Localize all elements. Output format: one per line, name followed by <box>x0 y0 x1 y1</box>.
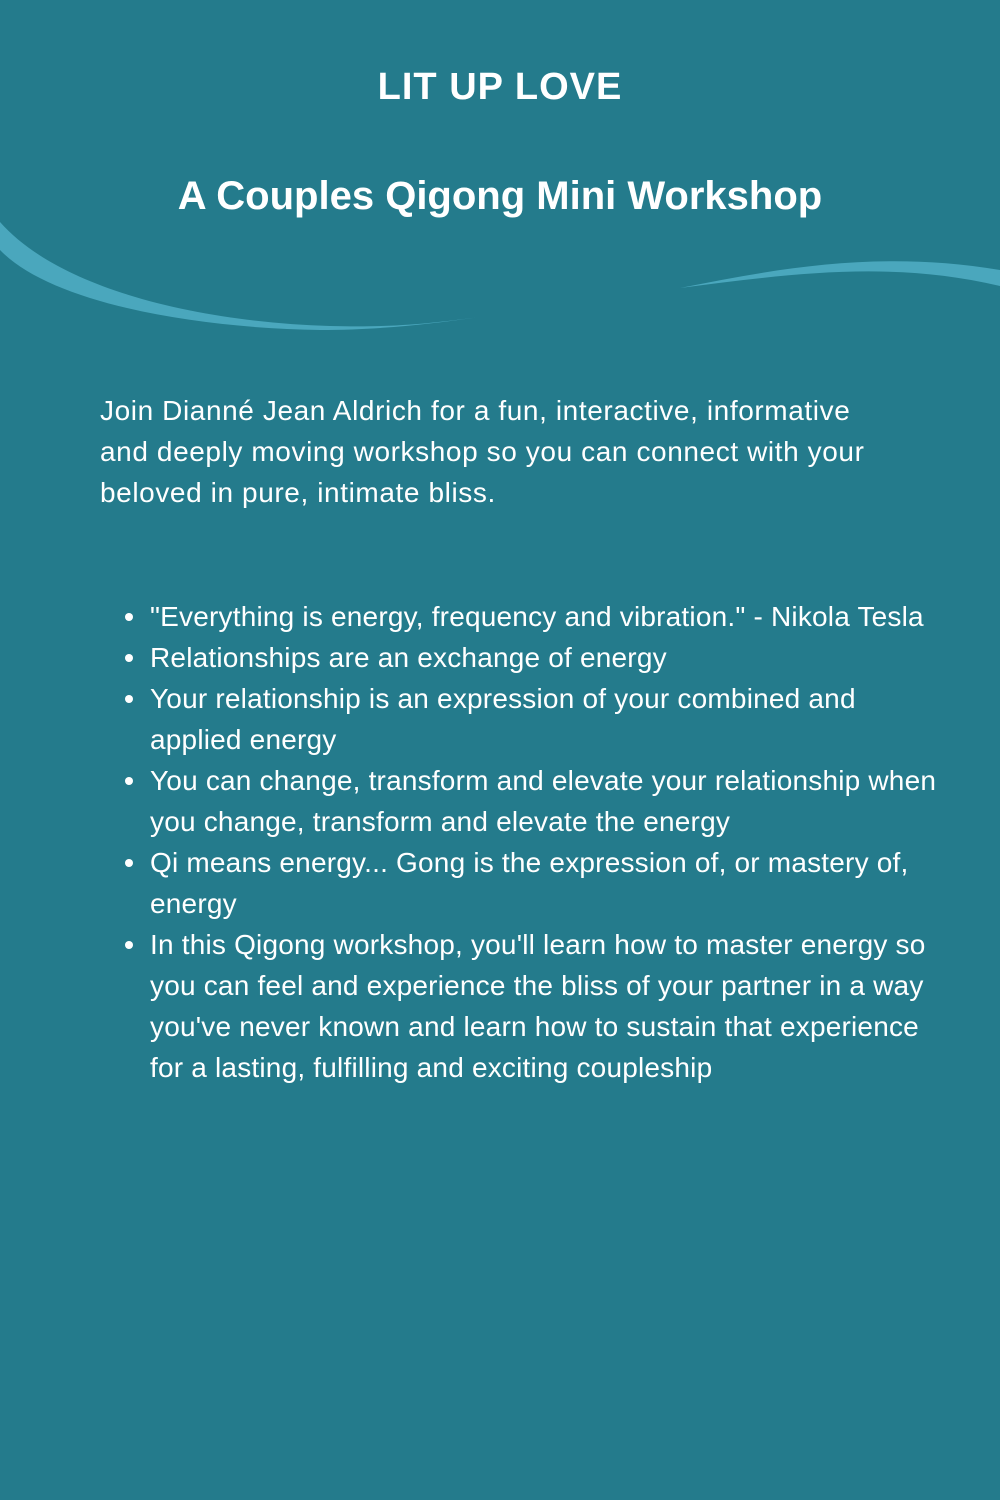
bullet-dot-icon <box>125 613 133 621</box>
bullet-text: "Everything is energy, frequency and vibration." - Nikola Tesla <box>150 601 924 632</box>
page-subtitle: A Couples Qigong Mini Workshop <box>177 174 823 218</box>
bullet-item <box>150 760 950 842</box>
page-title: LIT UP LOVE <box>377 66 623 108</box>
bullet-dot-icon <box>125 695 133 703</box>
bullet-text: Qi means energy... Gong is the expression of, or mastery of, energy <box>150 847 909 919</box>
bullet-item <box>150 924 950 1088</box>
bullet-item <box>150 678 950 760</box>
bullet-item <box>150 842 950 924</box>
bullet-list <box>100 596 950 1088</box>
bullet-text: Relationships are an exchange of energy <box>150 642 667 673</box>
bullet-item <box>150 596 950 637</box>
wave-right-stroke <box>680 261 1000 288</box>
wave-left-stroke <box>0 222 480 330</box>
bullet-dot-icon <box>125 777 133 785</box>
bullet-text: You can change, transform and elevate your relationship when you change, transform and elevate the energy <box>150 765 937 837</box>
bullet-text: Your relationship is an expression of your combined and applied energy <box>150 683 856 755</box>
bullet-item <box>150 637 950 678</box>
intro-paragraph: Join Dianné Jean Aldrich for a fun, interactive, informative and deeply moving workshop so you can connect with your beloved in pure, intimate bliss. <box>100 395 865 508</box>
decorative-wave <box>0 210 1000 350</box>
bullet-text: In this Qigong workshop, you'll learn how to master energy so you can feel and experience the bliss of your partner in a way you've never known and learn how to sustain that experience for a lasting, fulfilling and exciting coupleship <box>150 929 926 1083</box>
bullet-dot-icon <box>125 941 133 949</box>
bullet-dot-icon <box>125 859 133 867</box>
bullet-dot-icon <box>125 654 133 662</box>
